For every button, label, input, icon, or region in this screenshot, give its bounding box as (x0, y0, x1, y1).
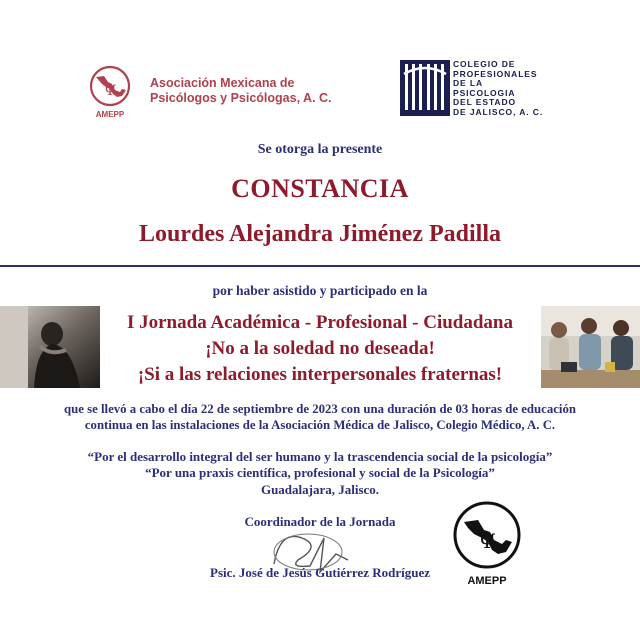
colegio-line-1: COLEGIO DE (453, 59, 516, 69)
amepp-logo (84, 62, 142, 120)
motto-1: “Por el desarrollo integral del ser humano y la trascendencia social de la psicología” (87, 449, 553, 464)
event-slogan-2: ¡Si a las relaciones interpersonales fraternas! (137, 364, 503, 385)
details-line-1: que se llevó a cabo el día 22 de septiembre de 2023 con una duración de 03 horas de educación (63, 402, 576, 416)
motto-2: “Por una praxis científica, profesional y social de la Psicología” (145, 465, 495, 480)
colegio-line-2: PROFESIONALES (453, 68, 538, 79)
coordinator-name: Psic. José de Jesús Gutiérrez Rodríguez (210, 565, 430, 580)
coordinator-role: Coordinador de la Jornada (244, 514, 396, 529)
amepp-abbr: AMEPP (95, 110, 125, 119)
details-line-2: continua en las instalaciones de la Asociación Médica de Jalisco, Colegio Médico, A. C. (84, 418, 556, 432)
stamp-abbr: AMEPP (467, 575, 507, 587)
svg-text:Ψ: Ψ (103, 83, 117, 99)
svg-text:Ψ: Ψ (478, 529, 496, 553)
amepp-stamp (450, 500, 524, 592)
event-title: I Jornada Académica - Profesional - Ciudadana (126, 312, 513, 333)
divider-line (0, 265, 640, 267)
recipient-name: Lourdes Alejandra Jiménez Padilla (139, 221, 501, 247)
event-slogan-1: ¡No a la soledad no deseada! (205, 338, 435, 359)
colegio-logo (400, 60, 450, 116)
certificate-title: CONSTANCIA (231, 174, 409, 203)
association-name-line2: Psicólogos y Psicólogas, A. C. (150, 91, 332, 105)
colegio-name (453, 60, 573, 117)
colegio-line-6: DE JALISCO, A. C. (453, 106, 544, 117)
attendance-text: por haber asistido y participado en la (212, 283, 428, 298)
colegio-line-5: DEL ESTADO (453, 97, 516, 107)
association-name-line1: Asociación Mexicana de (150, 76, 295, 90)
colegio-line-4: PSICOLOGIA (453, 87, 516, 98)
colegio-line-3: DE LA (453, 78, 483, 88)
intro-text: Se otorga la presente (257, 142, 383, 157)
place-text: Guadalajara, Jalisco. (260, 482, 380, 497)
association-name (150, 76, 350, 106)
